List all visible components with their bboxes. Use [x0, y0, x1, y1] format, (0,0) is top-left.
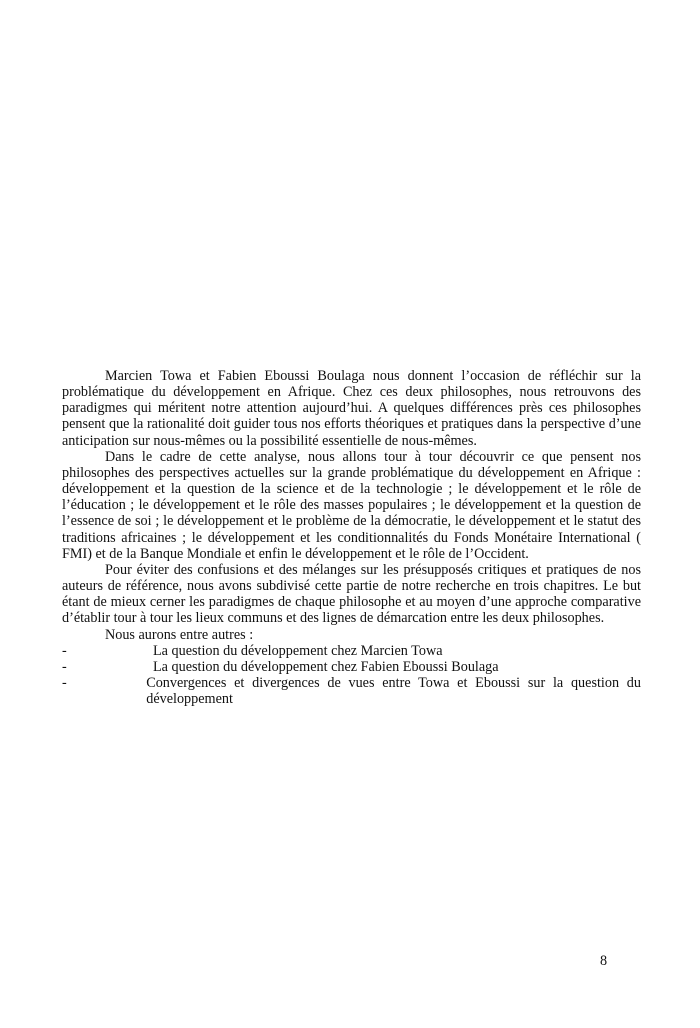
- list-item-text: La question du développement chez Fabien Eboussi Boulaga: [153, 658, 499, 675]
- list-bullet: -: [62, 658, 67, 675]
- list-item: [62, 675, 641, 707]
- list-item: [62, 643, 641, 659]
- list-intro: Nous aurons entre autres :: [105, 626, 254, 643]
- list-bullet: -: [62, 674, 67, 691]
- paragraph-structure: Pour éviter des confusions et des mélanges sur les présupposés critiques et pratiques de nos auteurs de référence, nous avons subdivisé cette partie de notre recherche en trois chapitres. Le but étant de mieux cerner les paradigmes de chaque philosophe et au moyen d’une approche comparative d’établir tour à tour les lieux communs et des lignes de démarcation entre les deux philosophes.: [62, 561, 641, 627]
- list-item-text: Convergences et divergences de vues entre Towa et Eboussi sur la question du développement: [146, 674, 641, 708]
- list-item-text: La question du développement chez Marcien Towa: [153, 642, 443, 659]
- list-bullet: -: [62, 642, 67, 659]
- page-body: [62, 368, 641, 707]
- paragraph-intro: Marcien Towa et Fabien Eboussi Boulaga nous donnent l’occasion de réfléchir sur la problématique du développement en Afrique. Chez ces deux philosophes, nous retrouvons des paradigmes qui méritent notre attention aujourd’hui. A quelques différences près ces philosophes pensent que la rationalité doit guider tous nos efforts théoriques et pratiques dans la perspective d’une anticipation sur nous-mêmes ou la possibilité essentielle de nous-mêmes.: [62, 368, 641, 449]
- paragraph-analysis: Dans le cadre de cette analyse, nous allons tour à tour découvrir ce que pensent nos philosophes des perspectives actuelles sur la grande problématique du développement en Afrique : développement et la question de la science et de la technologie ; le développement et le rôle de l’éducation ; le développement et le rôle des masses populaires ; le développement et la question de l’essence de soi ; le développement et le problème de la démocratie, le développement et le statut des traditions africaines ; le développement et les conditionnalités du Fonds Monétaire International ( FMI) et de la Banque Mondiale et enfin le développement et le rôle de l’Occident.: [62, 448, 641, 562]
- chapter-list: [62, 643, 641, 708]
- page-number: 8: [600, 953, 608, 969]
- list-item: [62, 659, 641, 675]
